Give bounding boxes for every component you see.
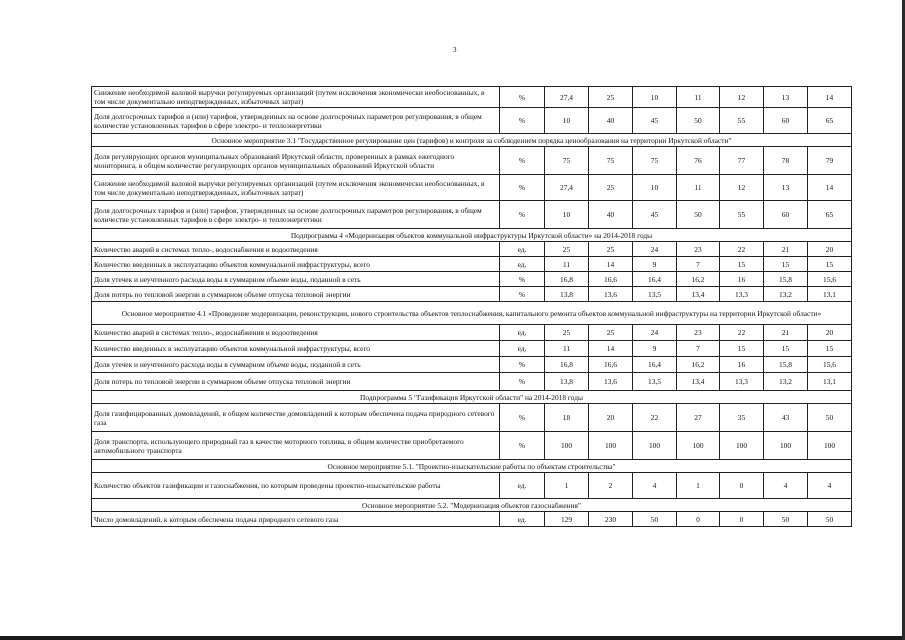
value-cell: 24 [633,325,677,341]
value-cell: 1 [545,473,589,499]
value-cell: 22 [720,325,764,341]
unit-cell: ед. [500,341,545,357]
value-cell: 4 [764,473,808,499]
value-cell: 16,8 [545,272,589,287]
indicator-name: Доля утечек и неучтенного расхода воды в суммарном объеме воды, поданной в сеть [92,357,500,373]
value-cell: 43 [764,404,808,432]
value-cell: 25 [545,325,589,341]
unit-cell: % [500,357,545,373]
value-cell: 35 [720,404,764,432]
indicator-name: Количество аварий в системах тепло-, водоснабжения и водоотведения [92,325,500,341]
value-cell: 75 [545,147,589,175]
value-cell: 25 [545,242,589,257]
value-cell: 20 [808,325,852,341]
value-cell: 2 [589,473,633,499]
value-cell: 76 [677,147,720,175]
value-cell: 50 [677,201,720,229]
unit-cell: % [500,175,545,201]
value-cell: 16,6 [589,272,633,287]
scan-bottom-edge [0,636,905,640]
table-row [92,287,852,302]
value-cell: 25 [589,175,633,201]
value-cell: 15 [808,257,852,272]
value-cell: 18 [545,404,589,432]
table-row [92,404,852,432]
unit-cell: % [500,404,545,432]
value-cell: 55 [720,108,764,134]
unit-cell: % [500,201,545,229]
value-cell: 16,8 [545,357,589,373]
indicator-name: Количество аварий в системах тепло-, водоснабжения и водоотведения [92,242,500,257]
value-cell: 16 [720,272,764,287]
indicators-table-container [91,86,851,527]
value-cell: 13,1 [808,287,852,302]
value-cell: 40 [589,201,633,229]
value-cell: 10 [633,175,677,201]
unit-cell: ед. [500,512,545,527]
value-cell: 25 [589,325,633,341]
value-cell: 20 [589,404,633,432]
value-cell: 50 [808,512,852,527]
table-row [92,473,852,499]
indicator-name: Доля долгосрочных тарифов и (или) тарифов, утвержденных на основе долгосрочных параметров регулирования, в общем количестве установленных тарифов в сфере электро- и теплоэнергетики [92,108,500,134]
section-header-row [92,134,852,147]
section-header-row [92,391,852,404]
value-cell: 15 [720,257,764,272]
table-row [92,357,852,373]
value-cell: 10 [545,108,589,134]
table-row [92,432,852,460]
indicator-name: Снижение необходимой валовой выручки регулируемых организаций (путем исключения экономически необоснованных, в том числе документально неподтвержденных, избыточных затрат) [92,175,500,201]
value-cell: 21 [764,242,808,257]
value-cell: 13,6 [589,287,633,302]
value-cell: 9 [633,257,677,272]
value-cell: 14 [589,257,633,272]
section-header-row [92,499,852,512]
value-cell: 100 [677,432,720,460]
value-cell: 13,8 [545,373,589,391]
value-cell: 40 [589,108,633,134]
value-cell: 27 [677,404,720,432]
unit-cell: ед. [500,242,545,257]
unit-cell: % [500,432,545,460]
indicator-name: Количество введенных в эксплуатацию объектов коммунальной инфраструктуры, всего [92,341,500,357]
value-cell: 11 [545,341,589,357]
value-cell: 23 [677,325,720,341]
value-cell: 27,4 [545,175,589,201]
unit-cell: % [500,287,545,302]
value-cell: 15,8 [764,357,808,373]
value-cell: 13,4 [677,373,720,391]
value-cell: 22 [720,242,764,257]
value-cell: 13,3 [720,287,764,302]
section-title: Основное мероприятие 4.1 «Проведение модернизации, реконструкции, нового строительства объектов теплоснабжения, капитального ремонта объектов коммунальной инфраструктуры на территории Иркутской области» [92,302,852,325]
unit-cell: ед. [500,257,545,272]
indicator-name: Количество объектов газификации и газоснабжения, по которым проведены проектно-изыскательские работы [92,473,500,499]
indicator-name: Доля долгосрочных тарифов и (или) тарифов, утвержденных на основе долгосрочных параметров регулирования, в общем количестве установленных тарифов в сфере электро- и теплоэнергетики [92,201,500,229]
indicator-name: Число домовладений, к которым обеспечена подача природного сетевого газа [92,512,500,527]
value-cell: 50 [633,512,677,527]
value-cell: 12 [720,175,764,201]
value-cell: 13,8 [545,287,589,302]
value-cell: 13,5 [633,287,677,302]
value-cell: 14 [589,341,633,357]
value-cell: 15,6 [808,272,852,287]
value-cell: 100 [545,432,589,460]
value-cell: 9 [633,341,677,357]
table-row [92,201,852,229]
value-cell: 13,4 [677,287,720,302]
value-cell: 14 [808,175,852,201]
indicator-name: Доля потерь по тепловой энергии в суммарном объеме отпуска тепловой энергии [92,287,500,302]
unit-cell: % [500,272,545,287]
indicators-table-body [92,87,852,527]
unit-cell: % [500,373,545,391]
table-row [92,147,852,175]
table-row [92,242,852,257]
value-cell: 55 [720,201,764,229]
value-cell: 60 [764,108,808,134]
unit-cell: ед. [500,325,545,341]
value-cell: 13,3 [720,373,764,391]
value-cell: 10 [633,87,677,108]
value-cell: 50 [764,512,808,527]
value-cell: 0 [720,512,764,527]
unit-cell: % [500,87,545,108]
value-cell: 15 [720,341,764,357]
value-cell: 12 [720,87,764,108]
value-cell: 75 [633,147,677,175]
table-row [92,341,852,357]
value-cell: 7 [677,257,720,272]
value-cell: 45 [633,108,677,134]
table-row [92,325,852,341]
value-cell: 100 [720,432,764,460]
indicator-name: Доля транспорта, использующего природный газ в качестве моторного топлива, в общем количестве приобретаемого автомобильного транспорта [92,432,500,460]
value-cell: 1 [677,473,720,499]
value-cell: 25 [589,87,633,108]
value-cell: 60 [764,201,808,229]
value-cell: 100 [589,432,633,460]
value-cell: 23 [677,242,720,257]
value-cell: 4 [808,473,852,499]
value-cell: 15,8 [764,272,808,287]
indicator-name: Количество введенных в эксплуатацию объектов коммунальной инфраструктуры, всего [92,257,500,272]
value-cell: 20 [808,242,852,257]
table-row [92,272,852,287]
value-cell: 230 [589,512,633,527]
indicator-name: Доля регулирующих органов муниципальных образований Иркутской области, проверенных в рамках ежегодного мониторинга, в общем количестве регулирующих органов муниципальных образований Иркутской области [92,147,500,175]
unit-cell: % [500,108,545,134]
table-row [92,87,852,108]
indicator-name: Доля газифицированных домовладений, в общем количестве домовладений к которым обеспечена подача природного сетевого газа [92,404,500,432]
value-cell: 13,6 [589,373,633,391]
value-cell: 16,6 [589,357,633,373]
value-cell: 16,4 [633,272,677,287]
unit-cell: ед. [500,473,545,499]
unit-cell: % [500,147,545,175]
value-cell: 45 [633,201,677,229]
value-cell: 79 [808,147,852,175]
table-row [92,175,852,201]
value-cell: 7 [677,341,720,357]
indicator-name: Доля потерь по тепловой энергии в суммарном объеме отпуска тепловой энергии [92,373,500,391]
value-cell: 16,2 [677,357,720,373]
value-cell: 13,1 [808,373,852,391]
value-cell: 0 [677,512,720,527]
section-title: Подпрограмма 5 "Газификация Иркутской области" на 2014-2018 годы [92,391,852,404]
value-cell: 65 [808,108,852,134]
table-row [92,108,852,134]
section-title: Основное мероприятие 5.2. "Модернизация объектов газоснабжения" [92,499,852,512]
value-cell: 13 [764,87,808,108]
value-cell: 13,2 [764,287,808,302]
value-cell: 21 [764,325,808,341]
value-cell: 10 [545,201,589,229]
section-title: Основное мероприятие 3.1 "Государственное регулирование цен (тарифов) и контроля за соблюдением порядка ценообразования на территории Иркутской области" [92,134,852,147]
value-cell: 27,4 [545,87,589,108]
table-row [92,512,852,527]
value-cell: 11 [677,175,720,201]
value-cell: 50 [808,404,852,432]
section-header-row [92,302,852,325]
value-cell: 15 [808,341,852,357]
page-number: 3 [453,46,457,54]
value-cell: 15 [764,341,808,357]
section-title: Подпрограмма 4 «Модернизация объектов коммунальной инфраструктуры Иркутской области» на 2014-2018 годы [92,229,852,242]
value-cell: 22 [633,404,677,432]
table-row [92,257,852,272]
value-cell: 16,2 [677,272,720,287]
section-header-row [92,229,852,242]
value-cell: 14 [808,87,852,108]
value-cell: 24 [633,242,677,257]
value-cell: 77 [720,147,764,175]
value-cell: 16,4 [633,357,677,373]
value-cell: 100 [808,432,852,460]
value-cell: 13,2 [764,373,808,391]
value-cell: 13 [764,175,808,201]
value-cell: 4 [633,473,677,499]
value-cell: 11 [677,87,720,108]
value-cell: 78 [764,147,808,175]
section-title: Основное мероприятие 5.1. "Проектно-изыскательские работы по объектам строительства" [92,460,852,473]
table-row [92,373,852,391]
value-cell: 16 [720,357,764,373]
indicators-table [91,86,852,527]
indicator-name: Доля утечек и неучтенного расхода воды в суммарном объеме воды, поданной в сеть [92,272,500,287]
section-header-row [92,460,852,473]
value-cell: 75 [589,147,633,175]
value-cell: 129 [545,512,589,527]
value-cell: 50 [677,108,720,134]
indicator-name: Снижение необходимой валовой выручки регулируемых организаций (путем исключения экономически необоснованных, в том числе документально неподтвержденных, избыточных затрат) [92,87,500,108]
value-cell: 13,5 [633,373,677,391]
value-cell: 0 [720,473,764,499]
value-cell: 25 [589,242,633,257]
value-cell: 11 [545,257,589,272]
value-cell: 100 [764,432,808,460]
value-cell: 100 [633,432,677,460]
value-cell: 15 [764,257,808,272]
value-cell: 15,6 [808,357,852,373]
value-cell: 65 [808,201,852,229]
